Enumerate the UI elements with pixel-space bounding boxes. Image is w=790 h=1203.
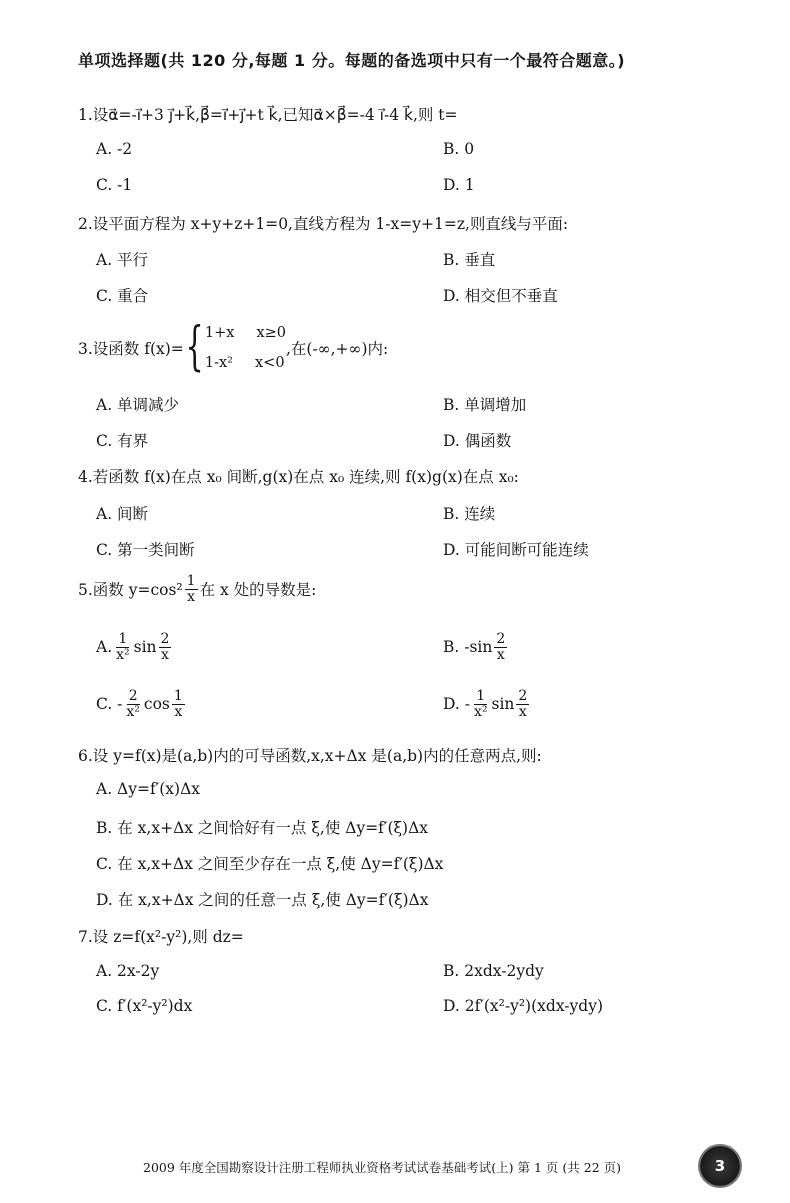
question-7-option-c: C. f′(x²-y²)dx <box>96 997 193 1015</box>
piecewise-cases <box>205 318 286 378</box>
question-2-option-d: D. 相交但不垂直 <box>443 287 558 305</box>
question-3-suffix: ,在(-∞,+∞)内: <box>286 340 389 358</box>
piecewise-brace: { <box>185 317 204 378</box>
question-2-option-a: A. 平行 <box>96 251 149 269</box>
case-2-expr: 1-x² <box>204 355 233 371</box>
page-footer: 2009 年度全国勘察设计注册工程师执业资格考试试卷基础考试(上) 第 1 页 (共 22 页) <box>143 1160 621 1175</box>
question-5-stem <box>78 574 316 604</box>
question-1-option-b: B. 0 <box>443 140 475 158</box>
question-6-option-d: D. 在 x,x+Δx 之间的任意一点 ξ,使 Δy=f′(ξ)Δx <box>96 891 429 909</box>
page-number-badge: 3 <box>700 1146 740 1186</box>
case-1-cond: x≥0 <box>256 325 286 341</box>
question-5-option-c: C. - $\frac{2}{\text{x²}}$ cos $\frac{1}{x}$ <box>96 688 183 720</box>
question-3-stem <box>78 318 388 378</box>
question-4-option-b: B. 连续 <box>443 505 496 523</box>
question-6-option-b: B. 在 x,x+Δx 之间恰好有一点 ξ,使 Δy=f′(ξ)Δx <box>96 819 429 837</box>
question-6-option-a: A. Δy=f′(x)Δx <box>96 780 201 798</box>
question-6-option-c: C. 在 x,x+Δx 之间至少存在一点 ξ,使 Δy=f′(ξ)Δx <box>96 855 444 873</box>
question-1-option-a: A. -2 <box>96 140 133 158</box>
question-5-suffix: 在 x 处的导数是: <box>199 581 317 600</box>
question-3-option-d: D. 偶函数 <box>443 432 512 450</box>
question-6-stem: 6.设 y=f(x)是(a,b)内的可导函数,x,x+Δx 是(a,b)内的任意两点,则: <box>78 747 542 765</box>
question-1-stem: 1.设α⃗=-i⃗+3 j⃗+k⃗,β⃗=i⃗+j⃗+t k⃗,已知α⃗×β⃗=-4 i⃗-4 k⃗,则 t= <box>78 106 458 124</box>
question-5-option-a: A. $\frac{1}{\text{x²}}$ sin $\frac{2}{x}$ <box>96 631 170 663</box>
question-1-option-c: C. -1 <box>96 176 133 194</box>
question-4-stem: 4.若函数 f(x)在点 x₀ 间断,g(x)在点 x₀ 连续,则 f(x)g(x)在点 x₀: <box>78 468 519 486</box>
question-2-stem: 2.设平面方程为 x+y+z+1=0,直线方程为 1-x=y+1=z,则直线与平面: <box>78 215 569 233</box>
question-4-option-d: D. 可能间断可能连续 <box>443 541 589 559</box>
question-4-option-a: A. 间断 <box>96 505 149 523</box>
question-3-option-b: B. 单调增加 <box>443 396 527 414</box>
question-1-option-d: D. 1 <box>443 176 475 194</box>
question-3-option-a: A. 单调减少 <box>96 396 180 414</box>
question-7-option-d: D. 2f′(x²-y²)(xdx-ydy) <box>443 997 604 1015</box>
question-7-option-a: A. 2x-2y <box>96 962 160 980</box>
fraction: $\frac{1}{x}$ <box>186 573 196 605</box>
case-1-expr: 1+x <box>204 325 235 341</box>
question-4-option-c: C. 第一类间断 <box>96 541 195 559</box>
question-5-prefix: 5.函数 y=cos² <box>78 581 183 600</box>
question-3-option-c: C. 有界 <box>96 432 149 450</box>
question-3-prefix: 3.设函数 f(x)= <box>78 340 184 358</box>
section-header: 单项选择题(共 120 分,每题 1 分。每题的备选项中只有一个最符合题意。) <box>78 51 626 70</box>
question-2-option-c: C. 重合 <box>96 287 149 305</box>
question-7-stem: 7.设 z=f(x²-y²),则 dz= <box>78 928 244 946</box>
case-2-cond: x<0 <box>255 355 285 371</box>
question-7-option-b: B. 2xdx-2ydy <box>443 962 544 980</box>
question-2-option-b: B. 垂直 <box>443 251 496 269</box>
question-5-option-b: B. -sin $\frac{2}{x}$ <box>443 631 506 663</box>
question-5-option-d: D. - $\frac{1}{\text{x²}}$ sin $\frac{2}{x}$ <box>443 688 528 720</box>
